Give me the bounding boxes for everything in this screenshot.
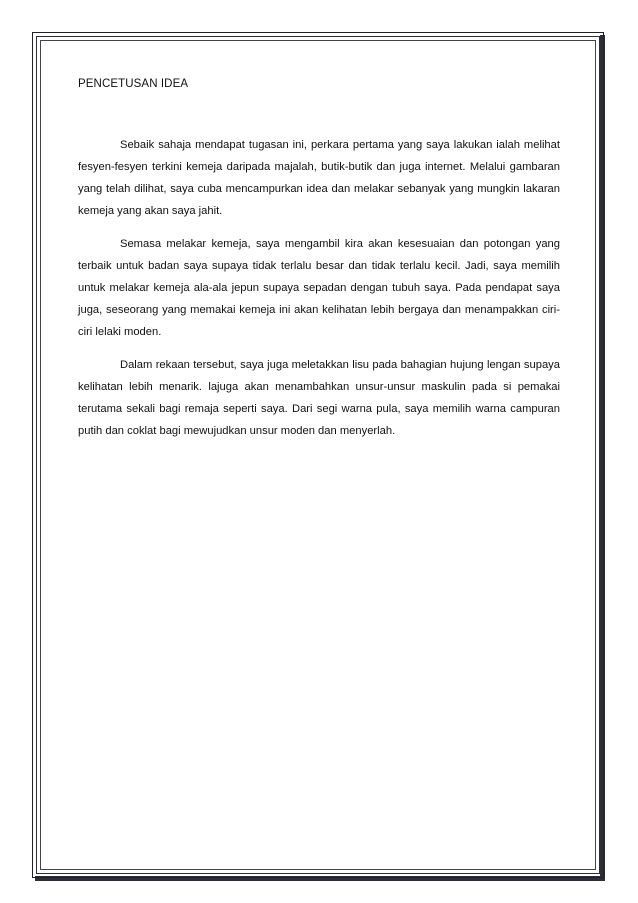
paragraph-2: Semasa melakar kemeja, saya mengambil kira akan kesesuaian dan potongan yang terbaik untuk badan saya supaya tidak terlalu besar dan tidak terlalu kecil. Jadi, saya memilih untuk melakar kemeja ala-ala jepun supaya sepadan dengan tubuh saya. Pada pendapat saya juga, seseorang yang memakai kemeja ini akan kelihatan lebih bergaya dan menampakkan ciri-ciri lelaki moden. [78,238,560,338]
paragraph-3: Dalam rekaan tersebut, saya juga meletakkan lisu pada bahagian hujung lengan supaya kelihatan lebih menarik. lajuga akan menambahkan unsur-unsur maskulin pada si pemakai terutama sekali bagi remaja seperti saya. Dari segi warna pula, saya memilih warna campuran putih dan coklat bagi mewujudkan unsur moden dan menyerlah. [78,359,560,437]
document-body [78,78,560,453]
document-title: PENCETUSAN IDEA [78,78,189,90]
paragraph-1: Sebaik sahaja mendapat tugasan ini, perkara pertama yang saya lakukan ialah melihat fesyen-fesyen terkini kemeja daripada majalah, butik-butik dan juga internet. Melalui gambaran yang telah dilihat, saya cuba mencampurkan idea dan melakar sebanyak yang mungkin lakaran kemeja yang akan saya jahit. [78,139,560,217]
